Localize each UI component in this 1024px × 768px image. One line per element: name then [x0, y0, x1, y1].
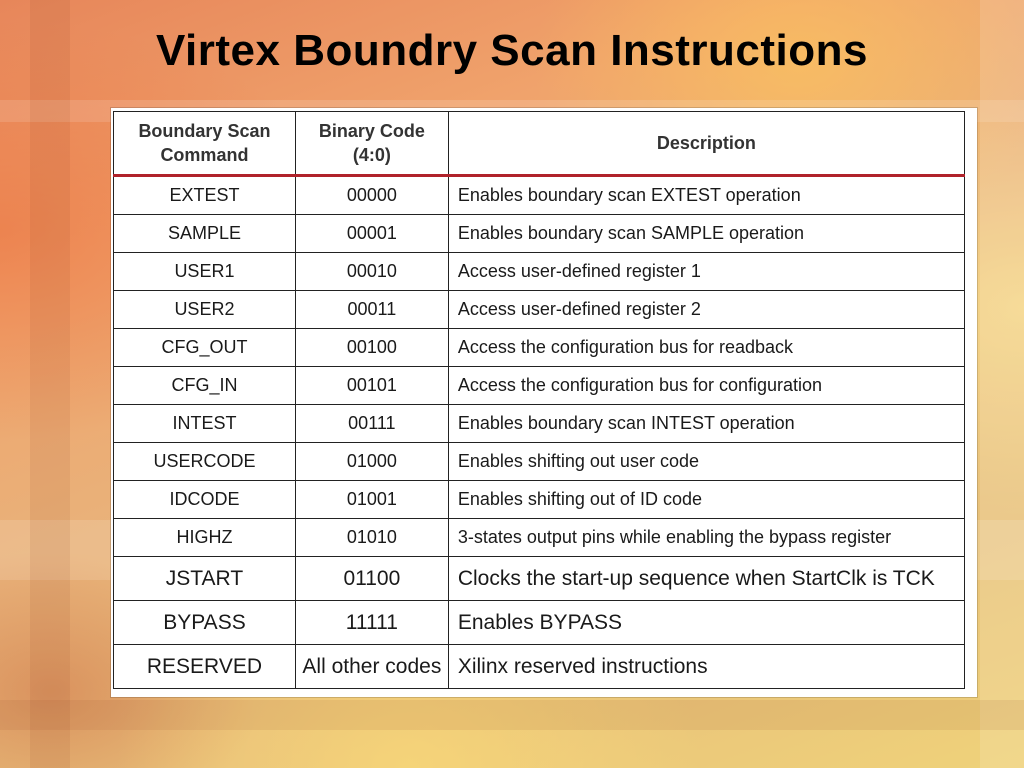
cell-command: USERCODE	[114, 443, 296, 481]
cell-code: 01000	[295, 443, 448, 481]
cell-code: 11111	[295, 601, 448, 645]
cell-code: 01010	[295, 519, 448, 557]
cell-command: BYPASS	[114, 601, 296, 645]
cell-description: Enables boundary scan EXTEST operation	[448, 176, 964, 215]
table-row	[114, 176, 965, 215]
cell-description: Clocks the start-up sequence when StartClk is TCK	[448, 557, 964, 601]
cell-command: JSTART	[114, 557, 296, 601]
cell-description: Access the configuration bus for readback	[448, 329, 964, 367]
cell-description: Xilinx reserved instructions	[448, 645, 964, 689]
slide-title: Virtex Boundry Scan Instructions	[155, 26, 868, 75]
header-code-label: Binary Code (4:0)	[318, 121, 425, 165]
table-row	[114, 443, 965, 481]
header-command-label: Boundary Scan Command	[138, 121, 271, 165]
cell-code: 00010	[295, 253, 448, 291]
cell-description: Enables boundary scan SAMPLE operation	[448, 215, 964, 253]
cell-description: Enables BYPASS	[448, 601, 964, 645]
cell-command: CFG_OUT	[114, 329, 296, 367]
cell-code: 01001	[295, 481, 448, 519]
cell-description: Enables shifting out user code	[448, 443, 964, 481]
table-row	[114, 405, 965, 443]
cell-code: 00101	[295, 367, 448, 405]
cell-command: RESERVED	[114, 645, 296, 689]
cell-command: HIGHZ	[114, 519, 296, 557]
cell-code: 00000	[295, 176, 448, 215]
cell-description: Access the configuration bus for configuration	[448, 367, 964, 405]
cell-code: 00011	[295, 291, 448, 329]
cell-command: SAMPLE	[114, 215, 296, 253]
table-row	[114, 601, 965, 645]
cell-code: 00100	[295, 329, 448, 367]
table-row	[114, 519, 965, 557]
cell-code: 00111	[295, 405, 448, 443]
cell-description: Access user-defined register 1	[448, 253, 964, 291]
table-row	[114, 645, 965, 689]
table-row	[114, 291, 965, 329]
cell-command: IDCODE	[114, 481, 296, 519]
table-row	[114, 367, 965, 405]
cell-description: 3-states output pins while enabling the bypass register	[448, 519, 964, 557]
cell-command: CFG_IN	[114, 367, 296, 405]
header-description: Description	[448, 112, 964, 176]
cell-command: USER2	[114, 291, 296, 329]
cell-code: 00001	[295, 215, 448, 253]
table-row	[114, 253, 965, 291]
cell-code: 01100	[295, 557, 448, 601]
header-command	[114, 112, 296, 176]
table-row	[114, 215, 965, 253]
table-row	[114, 557, 965, 601]
cell-command: USER1	[114, 253, 296, 291]
cell-command: EXTEST	[114, 176, 296, 215]
cell-description: Access user-defined register 2	[448, 291, 964, 329]
instruction-table	[113, 111, 965, 689]
instruction-table-panel	[111, 108, 977, 697]
cell-description: Enables boundary scan INTEST operation	[448, 405, 964, 443]
table-row	[114, 329, 965, 367]
cell-code: All other codes	[295, 645, 448, 689]
table-row	[114, 481, 965, 519]
table-header-row	[114, 112, 965, 176]
cell-description: Enables shifting out of ID code	[448, 481, 964, 519]
cell-command: INTEST	[114, 405, 296, 443]
header-code	[295, 112, 448, 176]
